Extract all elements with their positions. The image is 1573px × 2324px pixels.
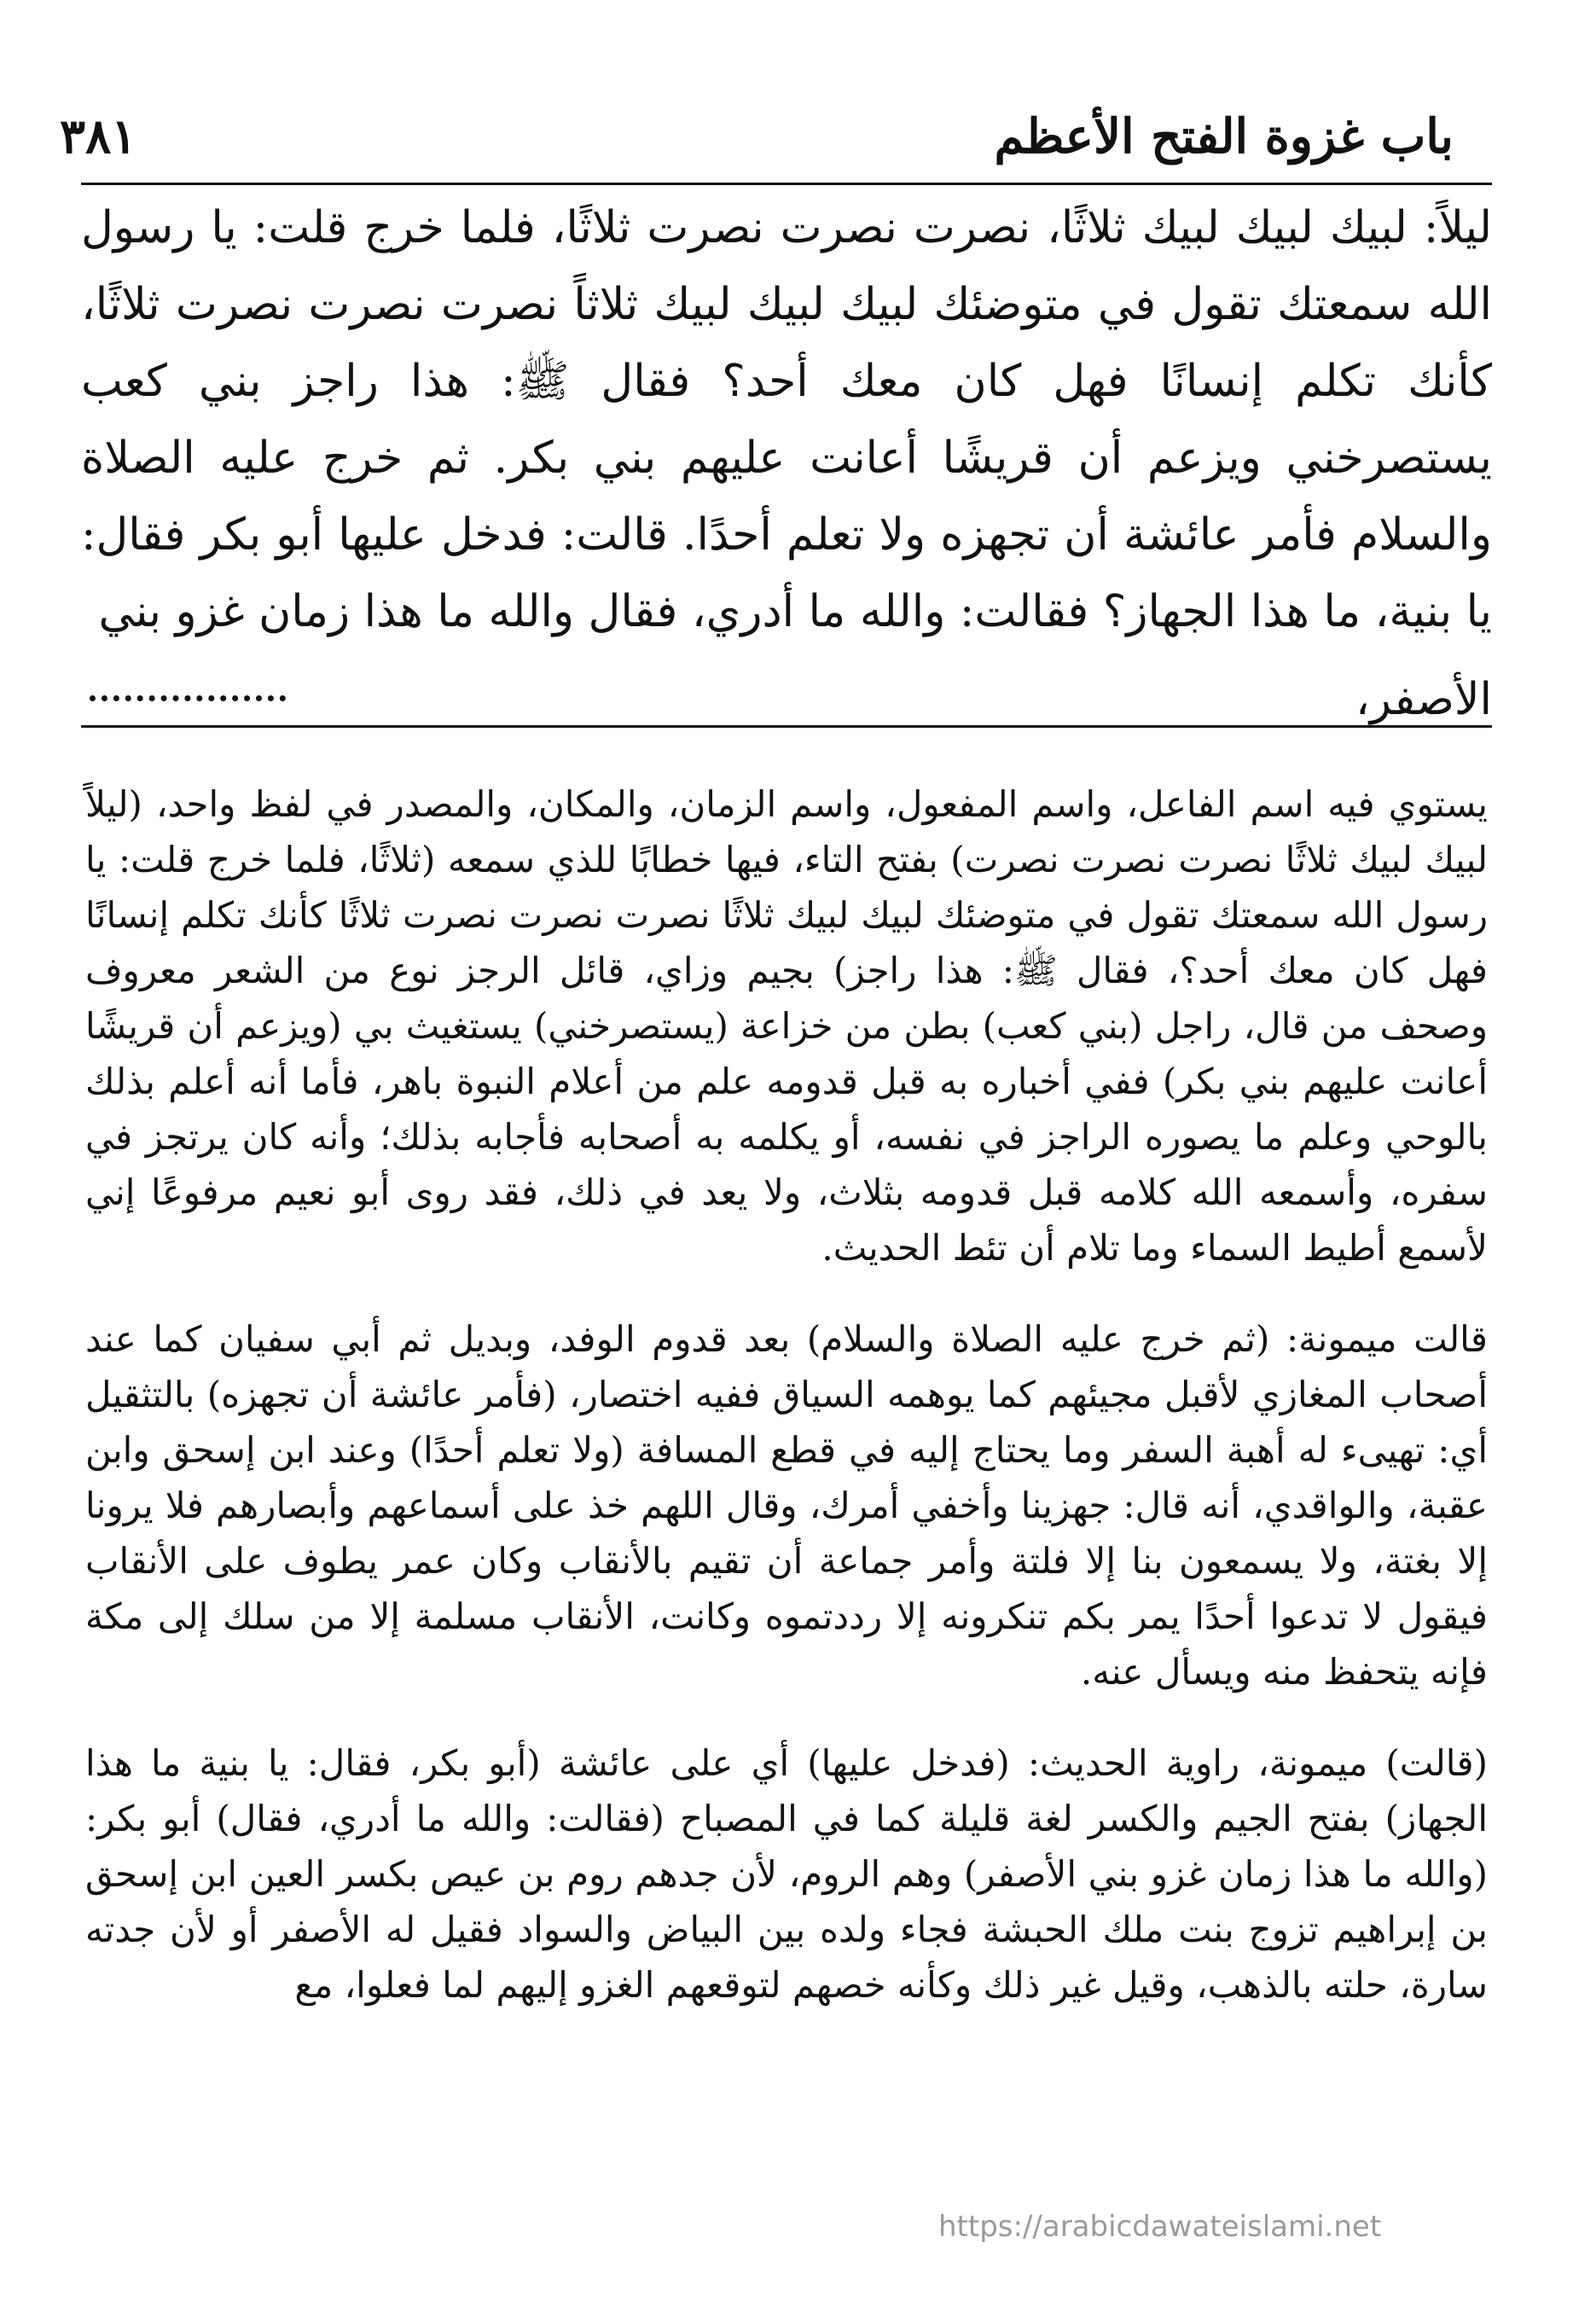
page-header bbox=[60, 102, 1454, 181]
main-text-continuation: الأصفر، bbox=[1355, 674, 1492, 725]
page-number: ٣٨١ bbox=[60, 108, 137, 165]
header-divider bbox=[81, 183, 1492, 185]
commentary-paragraph-3: (قالت) ميمونة، راوية الحديث: (فدخل عليها) أي على عائشة (أبو بكر، فقال: يا بنية ما هذا الجهاز) بفتح الجيم والكسر لغة قليلة كما في المصباح (فقالت: والله ما أدري، فقال) أبو بكر: (والله ما هذا زمان غزو بني الأصفر) وهم الروم، لأن جدهم روم بن عيص بكسر العين ابن إسحق بن إبراهيم تزوج بنت ملك الحبشة فجاء ولده بين البياض والسواد فقيل له الأصفر أو لأن جدته سارة، حلته بالذهب، وقيل غير ذلك وكأنه خصهم لتوقعهم الغزو إليهم لما فعلوا، مع bbox=[85, 1742, 1488, 2006]
dotted-separator bbox=[90, 695, 286, 701]
watermark-url: https://arabicdawateislami.net bbox=[938, 2210, 1382, 2244]
commentary-divider bbox=[81, 725, 1492, 728]
commentary-paragraph-2: قالت ميمونة: (ثم خرج عليه الصلاة والسلام) بعد قدوم الوفد، وبديل ثم أبي سفيان كما عند أصحاب المغازي لأقبل مجيئهم كما يوهمه السياق ففيه اختصار، (فأمر عائشة أن تجهزه) بالتثقيل أي: تهيىء له أهبة السفر وما يحتاج إليه في قطع المسافة (ولا تعلم أحدًا) وعند ابن إسحق وابن عقبة، والواقدي، أنه قال: جهزينا وأخفي أمرك، وقال اللهم خذ على أسماعهم وأبصارهم فلا يرونا إلا بغتة، ولا يسمعون بنا إلا فلتة وأمر جماعة أن تقيم بالأنقاب وكان عمر يطوف على الأنقاب فيقول لا تدعوا أحدًا يمر بكم تنكرونه إلا رددتموه وكانت، الأنقاب مسلمة إلا من سلك إلى مكة فإنه يتحفظ منه ويسأل عنه. bbox=[85, 1318, 1488, 1693]
commentary-section bbox=[85, 776, 1488, 2048]
chapter-title: باب غزوة الفتح الأعظم bbox=[994, 108, 1454, 165]
main-text: ليلاً: لبيك لبيك لبيك ثلاثًا، نصرت نصرت نصرت ثلاثًا، فلما خرج قلت: يا رسول الله سمعتك تقول في متوضئك لبيك لبيك لبيك ثلاثاً نصرت نصرت نصرت ثلاثًا، كأنك تكلم إنسانًا فهل كان معك أحد؟ فقال ﷺ: هذا راجز بني كعب يستصرخني ويزعم أن قريشًا أعانت عليهم بني بكر. ثم خرج عليه الصلاة والسلام فأمر عائشة أن تجهزه ولا تعلم أحدًا. قالت: فدخل عليها أبو بكر فقال: يا بنية، ما هذا الجهاز؟ فقالت: والله ما أدري، فقال والله ما هذا زمان غزو بني bbox=[81, 202, 1492, 637]
commentary-paragraph-1: يستوي فيه اسم الفاعل، واسم المفعول، واسم الزمان، والمكان، والمصدر في لفظ واحد، (ليلاً لبيك لبيك ثلاثًا نصرت نصرت نصرت) بفتح التاء، فيها خطابًا للذي سمعه (ثلاثًا، فلما خرج قلت: يا رسول الله سمعتك تقول في متوضئك لبيك لبيك ثلاثًا نصرت نصرت نصرت ثلاثًا كأنك تكلم إنسانًا فهل كان معك أحد؟، فقال ﷺ: هذا راجز) بجيم وزاي، قائل الرجز نوع من الشعر معروف وصحف من قال، راجل (بني كعب) بطن من خزاعة (يستصرخني) يستغيث بي (ويزعم أن قريشًا أعانت عليهم بني بكر) ففي أخباره به قبل قدومه علم من أعلام النبوة باهر، فأما أنه أعلم بذلك بالوحي وعلم ما يصوره الراجز في نفسه، أو يكلمه به أصحابه فأجابه بذلك؛ وأنه كان يرتجز في سفره، وأسمعه الله كلامه قبل قدومه بثلاث، ولا يعد في ذلك، فقد روى أبو نعيم مرفوعًا إني لأسمع أطيط السماء وما تلام أن تئط الحديث. bbox=[85, 783, 1488, 1269]
